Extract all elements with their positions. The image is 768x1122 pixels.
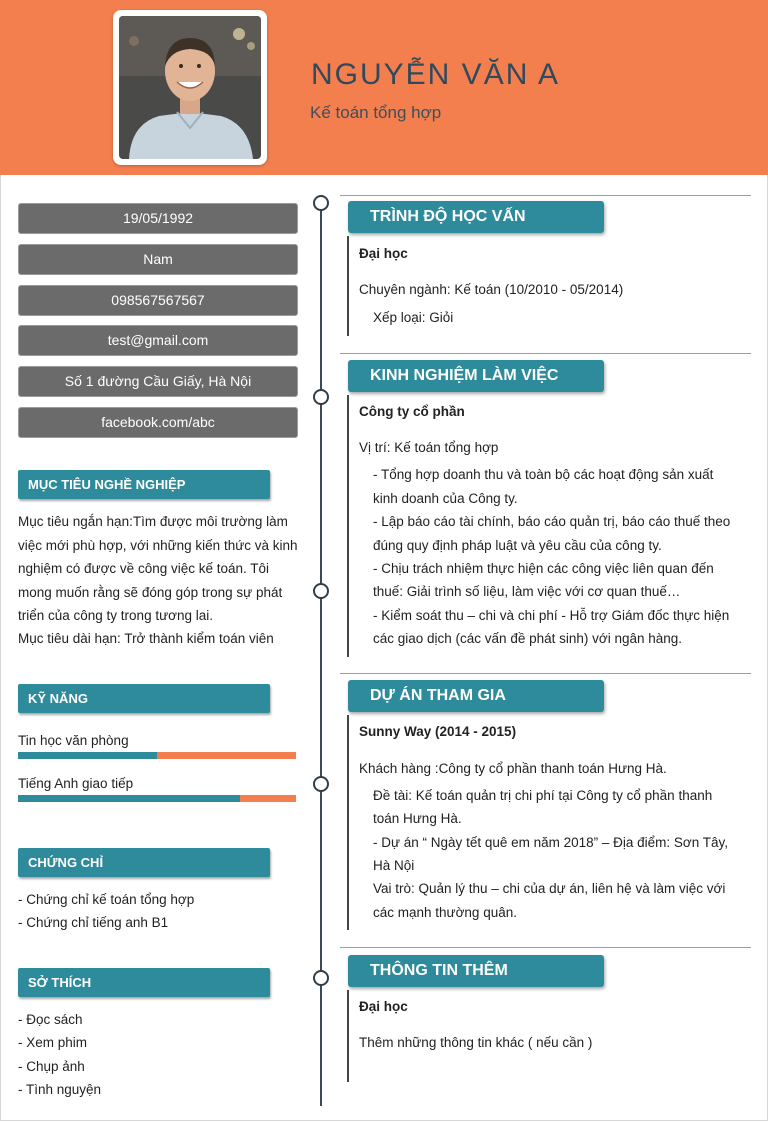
objective-line: Mục tiêu ngắn hạn:Tìm được môi trường làm — [18, 514, 288, 529]
gender-field: Nam — [18, 244, 298, 275]
skill-label: Tiếng Anh giao tiếp — [18, 776, 134, 791]
section-bar — [347, 395, 349, 657]
hobby-item: - Đọc sách — [18, 1012, 83, 1027]
certificate-item: - Chứng chỉ kế toán tổng hợp — [18, 892, 195, 907]
section-bar — [347, 990, 349, 1082]
education-degree: Đại học — [359, 246, 408, 261]
project-line: Đề tài: Kế toán quản trị chi phí tại Công ty cổ phần thanh — [373, 788, 713, 803]
education-grade: Xếp loại: Giỏi — [373, 310, 454, 325]
project-line: - Dự án “ Ngày tết quê em năm 2018” – Địa điểm: Sơn Tây, — [373, 835, 729, 850]
certificates-heading: CHỨNG CHỈ — [18, 848, 270, 877]
timeline-dot — [313, 195, 329, 211]
timeline-dot — [313, 583, 329, 599]
timeline-dot — [313, 389, 329, 405]
phone-field: 098567567567 — [18, 285, 298, 316]
hobbies-heading: SỞ THÍCH — [18, 968, 270, 997]
projects-heading: DỰ ÁN THAM GIA — [348, 680, 604, 712]
experience-position: Vị trí: Kế toán tổng hợp — [359, 440, 499, 455]
objective-line: Mục tiêu dài hạn: Trở thành kiểm toán viên — [18, 631, 274, 646]
certificate-item: - Chứng chỉ tiếng anh B1 — [18, 915, 169, 930]
objective-line: triển của công ty trong tương lai. — [18, 608, 213, 623]
project-line: toán Hưng Hà. — [373, 811, 462, 826]
project-name: Sunny Way (2014 - 2015) — [359, 724, 517, 739]
section-divider — [340, 353, 751, 354]
section-bar — [347, 236, 349, 336]
address-field: Số 1 đường Cầu Giấy, Hà Nội — [18, 366, 298, 397]
experience-line: kinh doanh của Công ty. — [373, 491, 518, 506]
avatar-portrait — [119, 16, 261, 159]
extra-degree: Đại học — [359, 999, 408, 1014]
experience-line: - Tổng hợp doanh thu và toàn bộ các hoạt động sản xuất — [373, 467, 714, 482]
skill-bar-fill — [18, 795, 240, 802]
candidate-title: Kế toán tổng hợp — [310, 103, 442, 122]
experience-line: - Chịu trách nhiệm thực hiện các công việc liên quan đến — [373, 561, 714, 576]
dob-field: 19/05/1992 — [18, 203, 298, 234]
experience-line: - Lập báo cáo tài chính, báo cáo quản trị, báo cáo thuế theo — [373, 514, 731, 529]
experience-company: Công ty cổ phần — [359, 404, 465, 419]
candidate-name: NGUYỄN VĂN A — [311, 58, 561, 91]
objective-line: việc mới phù hợp, với những kiến thức và kinh — [18, 538, 298, 553]
skills-heading: KỸ NĂNG — [18, 684, 270, 713]
timeline-dot — [313, 970, 329, 986]
education-heading: TRÌNH ĐỘ HỌC VẤN — [348, 201, 604, 233]
header-banner — [0, 0, 768, 175]
education-major: Chuyên ngành: Kế toán (10/2010 - 05/2014) — [359, 282, 624, 297]
experience-line: đúng quy định pháp luật và yêu cầu của công ty. — [373, 538, 662, 553]
timeline-dot — [313, 776, 329, 792]
section-divider — [340, 673, 751, 674]
project-line: các mạnh thường quân. — [373, 905, 517, 920]
objective-line: nghiệm có được về công việc kế toán. Tôi — [18, 561, 270, 576]
section-divider — [340, 195, 751, 196]
skill-label: Tin học văn phòng — [18, 733, 129, 748]
extra-note: Thêm những thông tin khác ( nếu cần ) — [359, 1035, 593, 1050]
skill-bar — [18, 795, 296, 802]
objective-heading: MỤC TIÊU NGHỀ NGHIỆP — [18, 470, 270, 499]
hobby-item: - Xem phim — [18, 1035, 88, 1050]
experience-line: thuế: Giải trình số liệu, làm việc với cơ quan thuế… — [373, 584, 681, 599]
profile-photo — [113, 10, 267, 165]
experience-line: - Kiểm soát thu – chi và chi phí - Hỗ trợ Giám đốc thực hiện — [373, 608, 730, 623]
facebook-field: facebook.com/abc — [18, 407, 298, 438]
skill-bar-fill — [18, 752, 157, 759]
objective-line: mong muốn rằng sẽ đóng góp trong sự phát — [18, 585, 283, 600]
extra-heading: THÔNG TIN THÊM — [348, 955, 604, 987]
project-client: Khách hàng :Công ty cổ phần thanh toán Hưng Hà. — [359, 761, 667, 776]
email-field: test@gmail.com — [18, 325, 298, 356]
project-line: Vai trò: Quản lý thu – chi của dự án, liên hệ và làm việc với — [373, 881, 726, 896]
hobby-item: - Chụp ảnh — [18, 1059, 85, 1074]
project-line: Hà Nội — [373, 858, 415, 873]
section-divider — [340, 947, 751, 948]
skill-bar — [18, 752, 296, 759]
experience-heading: KINH NGHIỆM LÀM VIỆC — [348, 360, 604, 392]
section-bar — [347, 715, 349, 930]
hobby-item: - Tình nguyện — [18, 1082, 102, 1097]
experience-line: các giao dịch (các vấn đề phát sinh) với ngân hàng. — [373, 631, 683, 646]
